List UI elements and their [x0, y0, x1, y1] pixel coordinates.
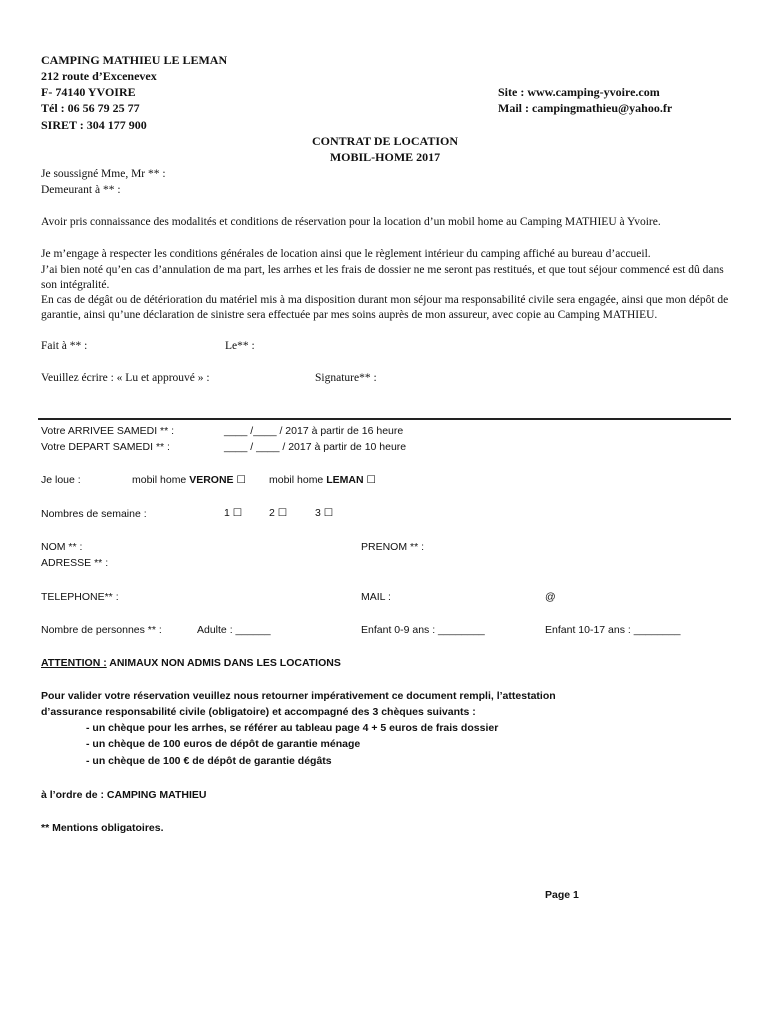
personnes-label: Nombre de personnes ** : [41, 624, 162, 636]
mail-field[interactable]: MAIL : [361, 591, 391, 603]
company-site: Site : www.camping-yvoire.com [498, 85, 660, 99]
paragraph-modalites: Avoir pris connaissance des modalités et conditions de réservation pour la location d’un mobil home au Camping MATHIEU à Yvoire. [41, 216, 661, 228]
checkbox-verone[interactable]: ☐ [236, 474, 246, 486]
adulte-field[interactable]: Adulte : ______ [197, 624, 271, 636]
section-divider [38, 418, 731, 420]
telephone-field[interactable]: TELEPHONE** : [41, 591, 119, 603]
page-number: Page 1 [545, 889, 579, 901]
le-line: Le** : [225, 340, 255, 352]
cheque-menage: - un chèque de 100 euros de dépôt de garantie ménage [86, 738, 361, 750]
option-leman[interactable] [269, 474, 376, 486]
lu-approuve-line: Veuillez écrire : « Lu et approuvé » : [41, 372, 210, 384]
demeurant-line: Demeurant à ** : [41, 184, 121, 196]
at-sign: @ [545, 591, 556, 603]
checkbox-semaine-3[interactable]: ☐ [323, 507, 334, 519]
mh1-name: VERONE [189, 474, 234, 486]
arrivee-label: Votre ARRIVEE SAMEDI ** : [41, 425, 175, 437]
attention-notice [41, 657, 341, 669]
cheque-arrhes: - un chèque pour les arrhes, se référer au tableau page 4 + 5 euros de frais dossier [86, 722, 499, 734]
company-mail: Mail : campingmathieu@yahoo.fr [498, 101, 673, 115]
fait-a-line: Fait à ** : [41, 340, 88, 352]
contract-title: CONTRAT DE LOCATION [311, 134, 459, 148]
checkbox-leman[interactable]: ☐ [366, 474, 376, 486]
animaux-text: ANIMAUX NON ADMIS DANS LES LOCATIONS [109, 657, 341, 669]
option-semaine-1[interactable] [224, 507, 242, 519]
company-siret: SIRET : 304 177 900 [41, 118, 147, 132]
adresse-field[interactable]: ADRESSE ** : [41, 557, 109, 569]
company-city: F- 74140 YVOIRE [41, 85, 136, 99]
paragraph-degats: En cas de dégât ou de détérioration du matériel mis à ma disposition durant mon séjour ma responsabilité civile sera engagée, ainsi que mon dépôt de garantie, ainsi qu’une déclaration de sinistre sera effectuée par mes soins auprès de mon assureur, avec copie au Camping MATHIEU. [41, 294, 729, 321]
arrivee-field[interactable]: ____ /____ / 2017 à partir de 16 heure [224, 425, 404, 437]
semaine-3-label: 3 [315, 507, 321, 519]
semaines-label: Nombres de semaine : [41, 508, 147, 520]
je-loue-label: Je loue : [41, 474, 81, 486]
prenom-field[interactable]: PRENOM ** : [361, 541, 425, 553]
option-verone[interactable] [132, 474, 246, 486]
depart-field[interactable]: ____ / ____ / 2017 à partir de 10 heure [224, 441, 407, 453]
company-phone: Tél : 06 56 79 25 77 [41, 101, 140, 115]
soussigne-line: Je soussigné Mme, Mr ** : [41, 168, 166, 180]
paragraph-annulation: J’ai bien noté qu’en cas d’annulation de ma part, les arrhes et les frais de dossier ne me seront pas restitués, et que tout séjour commencé est dû dans son intégralité. [41, 264, 724, 291]
checkbox-semaine-1[interactable]: ☐ [232, 507, 243, 519]
option-semaine-2[interactable] [269, 507, 287, 519]
company-name: CAMPING MATHIEU LE LEMAN [41, 53, 228, 67]
semaine-2-label: 2 [269, 507, 275, 519]
ordre-line: à l’ordre de : CAMPING MATHIEU [41, 789, 207, 801]
signature-line: Signature** : [315, 372, 377, 384]
mh1-prefix: mobil home [132, 474, 187, 486]
attention-label: ATTENTION : [41, 657, 107, 669]
paragraph-engagement: Je m’engage à respecter les conditions générales de location ainsi que le règlement intérieur du camping affiché au bureau d’accueil. [41, 248, 651, 260]
enfant-10-17-field[interactable]: Enfant 10-17 ans : ________ [545, 624, 681, 636]
company-street: 212 route d’Excenevex [41, 69, 157, 83]
nom-field[interactable]: NOM ** : [41, 541, 83, 553]
semaine-1-label: 1 [224, 507, 230, 519]
contract-subtitle: MOBIL-HOME 2017 [329, 150, 441, 164]
valider-line-1: Pour valider votre réservation veuillez nous retourner impérativement ce document rempli, l’attestation [41, 690, 556, 702]
depart-label: Votre DEPART SAMEDI ** : [41, 441, 170, 453]
checkbox-semaine-2[interactable]: ☐ [277, 507, 288, 519]
mh2-name: LEMAN [326, 474, 364, 486]
mh2-prefix: mobil home [269, 474, 324, 486]
mentions-line: ** Mentions obligatoires. [41, 822, 164, 834]
valider-line-2: d’assurance responsabilité civile (obligatoire) et accompagné des 3 chèques suivants : [41, 706, 476, 718]
cheque-degats: - un chèque de 100 € de dépôt de garantie dégâts [86, 755, 332, 767]
option-semaine-3[interactable] [315, 507, 333, 519]
enfant-0-9-field[interactable]: Enfant 0-9 ans : ________ [361, 624, 485, 636]
